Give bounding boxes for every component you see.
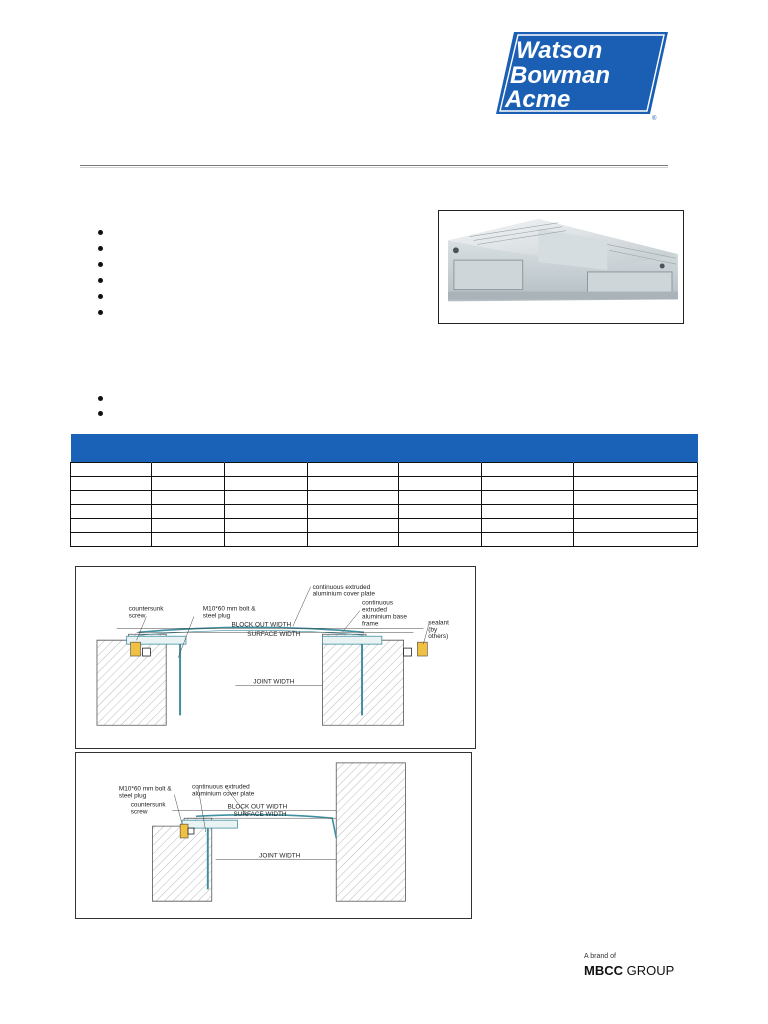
table-cell [308,519,399,533]
table-cell [574,477,698,491]
column-header [71,434,152,463]
label-countersunk-1: countersunk [128,605,164,613]
table-cell [308,533,399,547]
list-item [98,230,103,235]
section-drawing-floor-floor [75,566,476,749]
label-block-out-width: BLOCK OUT WIDTH [227,803,288,811]
table-cell [71,477,152,491]
column-header [225,434,308,463]
label-countersunk-1: countersunk [130,801,166,809]
table-cell [399,519,482,533]
section-drawing-floor-wall [75,752,472,919]
column-header [482,434,574,463]
product-photo [438,210,684,324]
column-header [399,434,482,463]
spec-table [70,434,698,547]
svg-text:screw [129,612,146,619]
label-surface-width: SURFACE WIDTH [233,811,287,819]
table-cell [152,519,225,533]
registered-mark: ® [652,116,657,122]
label-base-frame-4: frame [362,620,379,628]
label-base-frame-2: extruded [362,606,387,614]
label-cover-plate-1: continuous extruded [191,783,250,791]
table-cell [482,533,574,547]
column-header [152,434,225,463]
mbcc-group-logo [584,963,674,978]
label-bolt-1: M10*60 mm bolt & [118,785,172,793]
table-cell [71,505,152,519]
label-joint-width: JOINT WIDTH [253,678,295,686]
table-cell [399,463,482,477]
logo-line-3: Acme [505,86,571,113]
list-item [98,246,103,251]
table-row [71,491,698,505]
header-rule [80,165,668,166]
label-base-frame-3: aluminium base [362,613,407,621]
table-cell [308,505,399,519]
table-cell [308,491,399,505]
label-surface-width: SURFACE WIDTH [247,631,301,639]
label-joint-width: JOINT WIDTH [259,852,301,860]
table-cell [152,533,225,547]
table-cell [308,463,399,477]
list-item [98,411,103,416]
label-cover-plate-2: aluminium cover plate [312,590,375,598]
table-row [71,533,698,547]
list-item [98,294,103,299]
list-item [98,310,103,315]
table-cell [225,505,308,519]
label-countersunk-2: screw [128,612,146,620]
label-bolt-2: steel plug [202,612,231,620]
svg-text:steel plug [203,612,231,619]
label-sealant-1: sealant [428,619,449,627]
table-row [71,519,698,533]
table-cell [574,491,698,505]
label-bolt-2: steel plug [118,792,147,800]
label-sealant-2: (by [428,626,438,634]
watson-bowman-acme-logo [496,30,668,122]
label-countersunk-2: screw [130,808,148,816]
table-cell [482,519,574,533]
table-cell [399,477,482,491]
table-cell [399,505,482,519]
label-bolt-1: M10*60 mm bolt & [202,605,256,613]
svg-text:screw [131,808,148,815]
list-item [98,278,103,283]
logo-line-2: Bowman [510,62,611,89]
table-cell [71,519,152,533]
table-cell [308,477,399,491]
brand-name-bold: MBCC [584,963,623,978]
svg-text:frame [362,620,379,627]
list-item [98,262,103,267]
table-cell [482,463,574,477]
svg-text:others) [428,633,448,640]
label-sealant-3: others) [428,633,449,641]
label-cover-plate-2: aluminium cover plate [191,790,255,798]
table-cell [574,533,698,547]
table-cell [71,491,152,505]
column-header [308,434,399,463]
svg-text:steel plug [119,792,147,799]
brand-caption: A brand of [584,953,616,960]
header-rule-shadow [80,167,668,168]
table-cell [574,519,698,533]
table-cell [399,533,482,547]
table-cell [71,533,152,547]
table-cell [482,505,574,519]
table-cell [152,505,225,519]
table-cell [152,477,225,491]
table-cell [225,463,308,477]
table-cell [225,533,308,547]
logo-line-1: Watson [516,37,603,64]
table-cell [482,491,574,505]
table-cell [225,491,308,505]
brand-name-rest: GROUP [623,963,675,978]
table-cell [574,463,698,477]
table-cell [152,463,225,477]
table-cell [225,519,308,533]
table-cell [152,491,225,505]
table-row [71,463,698,477]
table-row [71,505,698,519]
list-item [98,396,103,401]
column-header [574,434,698,463]
label-base-frame-1: continuous [362,599,394,607]
table-cell [399,491,482,505]
table-cell [482,477,574,491]
table-header-row [71,434,698,463]
table-cell [71,463,152,477]
label-cover-plate-1: continuous extruded [312,583,371,591]
svg-text:aluminium cover plate [313,591,376,598]
label-block-out-width: BLOCK OUT WIDTH [231,621,292,629]
table-row [71,477,698,491]
table-cell [574,505,698,519]
svg-text:aluminium cover plate [192,790,255,797]
table-cell [225,477,308,491]
